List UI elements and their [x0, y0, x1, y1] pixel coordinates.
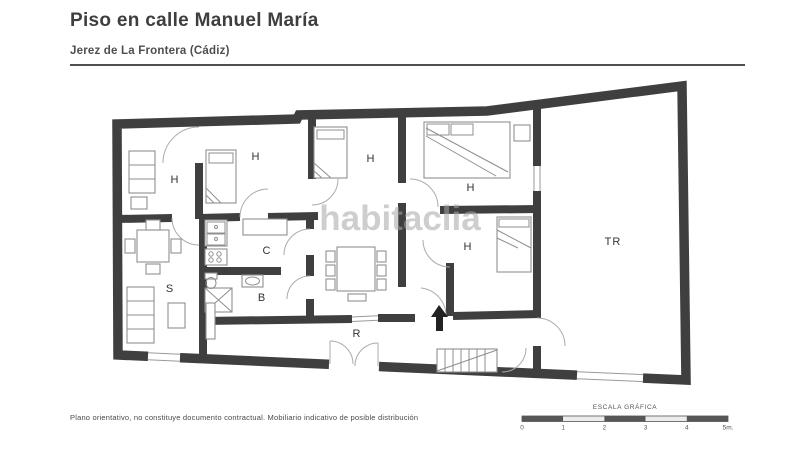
scale-bar-ticks [520, 416, 733, 432]
cabinet-icon [206, 303, 215, 339]
room-label-storage-terrace: TR [604, 236, 622, 248]
bedroom-3-furniture [314, 127, 347, 178]
chair-icon [146, 220, 160, 230]
room-label-bathroom: B [257, 292, 267, 304]
bedroom-1-furniture [129, 151, 155, 209]
scale-bar-label: ESCALA GRÁFICA [592, 404, 658, 411]
bed-icon [314, 127, 347, 178]
scale-segment [646, 416, 687, 422]
chair-icon [146, 264, 160, 274]
room-label-bedroom-1: H [170, 174, 180, 186]
stove-icon [205, 249, 227, 265]
room-label-living-room: S [165, 283, 175, 295]
scale-segment [563, 416, 604, 422]
room-label-hall: R [352, 328, 362, 340]
chair-icon [377, 279, 386, 290]
hall-furniture [206, 303, 215, 339]
scale-tick-label: 4 [684, 424, 689, 432]
bed-icon [206, 150, 236, 203]
disclaimer-text: Plano orientativo, no constituye documento contractual. Mobiliario indicativo de posible distribución [70, 413, 419, 422]
bedroom-4-furniture [424, 122, 530, 178]
sofa-icon [129, 151, 155, 193]
room-label-bedroom-3: H [366, 153, 376, 165]
corridor-dining-furniture [326, 247, 386, 301]
bed-icon [497, 217, 531, 272]
scale-segment [522, 416, 563, 422]
chair-icon [326, 251, 335, 262]
room-label-bedroom-4: H [466, 182, 476, 194]
scale-segment [687, 416, 728, 422]
stairs [437, 349, 497, 372]
counter-icon [243, 219, 287, 235]
chair-icon [171, 239, 181, 253]
bedroom-2-furniture [206, 150, 236, 203]
page-subtitle: Jerez de La Frontera (Cádiz) [70, 45, 230, 57]
chair-icon [125, 239, 135, 253]
dining-table-icon [137, 230, 169, 262]
side-table-icon [131, 197, 147, 209]
scale-tick-label: 2 [602, 424, 607, 432]
coffee-table-icon [168, 303, 185, 328]
living-room-furniture [125, 220, 185, 343]
watermark: habitaclia [319, 199, 481, 238]
scale-tick-label: 0 [520, 424, 524, 432]
room-label-bedroom-5: H [463, 241, 473, 253]
toilet-icon [205, 273, 217, 279]
dining-table-icon [337, 247, 375, 291]
scale-bar [520, 402, 733, 432]
chair-icon [326, 279, 335, 290]
chair-icon [377, 251, 386, 262]
room-label-bedroom-2: H [251, 151, 261, 163]
chair-icon [326, 265, 335, 276]
scale-tick-label: 1 [561, 424, 566, 432]
bedroom-5-furniture [497, 217, 531, 272]
scale-tick-label: 3 [643, 424, 648, 432]
room-label-kitchen: C [262, 245, 272, 257]
scale-tick-label: 5m. [722, 424, 734, 432]
scale-segment [604, 416, 645, 422]
sideboard-icon [348, 294, 366, 301]
kitchen-furniture [205, 219, 287, 265]
chair-icon [377, 265, 386, 276]
nightstand-icon [514, 125, 530, 141]
page-title: Piso en calle Manuel María [70, 10, 319, 31]
